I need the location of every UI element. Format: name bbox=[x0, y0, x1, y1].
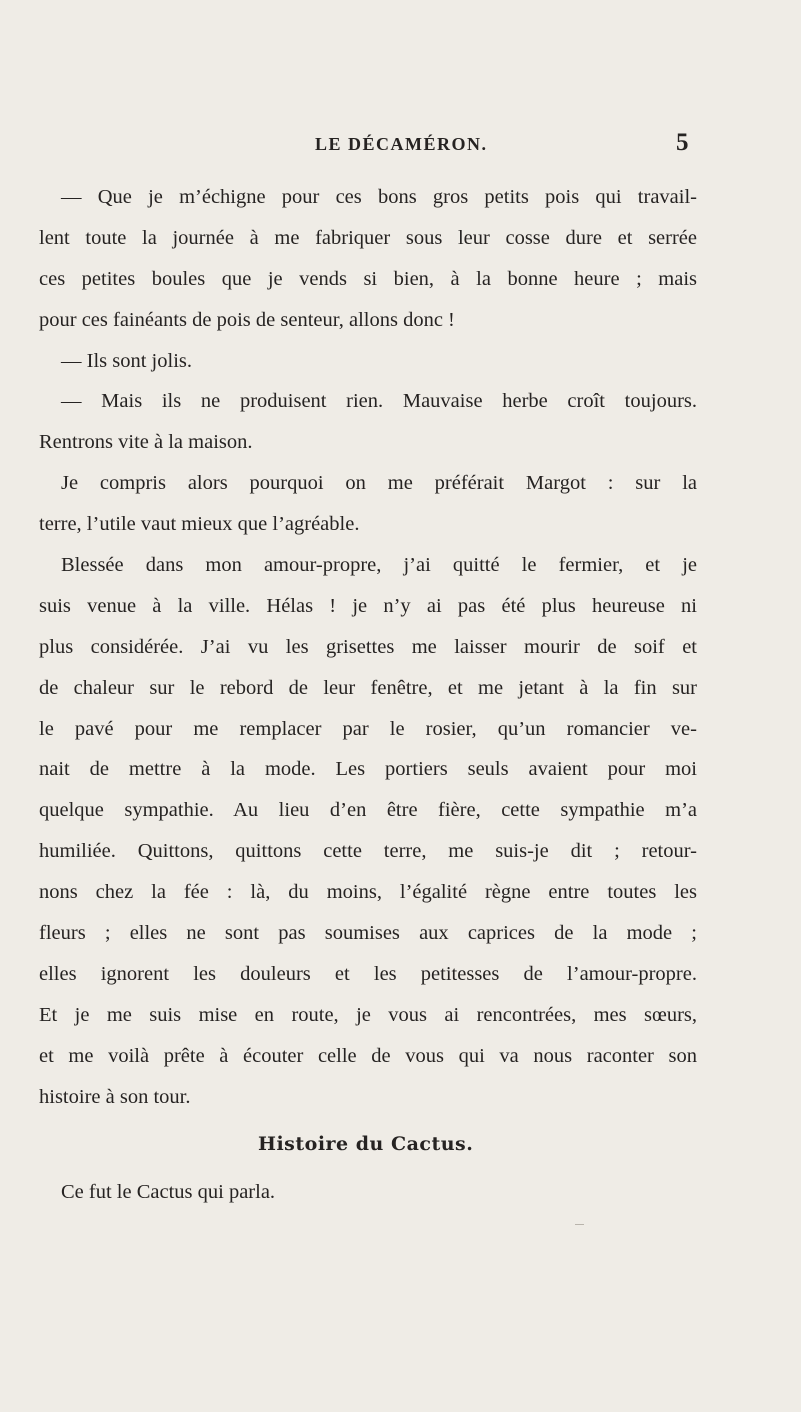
text-line: Rentrons vite à la maison. bbox=[39, 431, 253, 454]
text-line: plus considérée. J’ai vu les grisettes me laisser mourir de soif et bbox=[39, 635, 697, 658]
text-line: — Mais ils ne produisent rien. Mauvaise herbe croît toujours. bbox=[61, 390, 697, 413]
body-text bbox=[39, 177, 697, 1117]
text-line: Et je me suis mise en route, je vous ai rencontrées, mes sœurs, bbox=[39, 1003, 697, 1026]
page-number: 5 bbox=[676, 129, 689, 156]
text-line: le pavé pour me remplacer par le rosier, qu’un romancier ve- bbox=[39, 717, 697, 740]
text-line: et me voilà prête à écouter celle de vous qui va nous raconter son bbox=[39, 1044, 697, 1067]
text-line: elles ignorent les douleurs et les petitesses de l’amour-propre. bbox=[39, 962, 697, 985]
text-line: ces petites boules que je vends si bien, à la bonne heure ; mais bbox=[39, 267, 697, 290]
text-line: lent toute la journée à me fabriquer sous leur cosse dure et serrée bbox=[39, 226, 697, 249]
text-line: histoire à son tour. bbox=[39, 1085, 191, 1108]
text-line: Blessée dans mon amour-propre, j’ai quitté le fermier, et je bbox=[61, 554, 697, 577]
section-heading: Histoire du Cactus. bbox=[258, 1133, 474, 1155]
running-title: LE DÉCAMÉRON. bbox=[315, 134, 488, 154]
closing-line: Ce fut le Cactus qui parla. bbox=[61, 1181, 276, 1203]
text-line: — Ils sont jolis. bbox=[61, 349, 192, 372]
text-line: terre, l’utile vaut mieux que l’agréable. bbox=[39, 513, 360, 536]
text-line: — Que je m’échigne pour ces bons gros petits pois qui travail- bbox=[61, 186, 697, 208]
text-line: de chaleur sur le rebord de leur fenêtre, et me jetant à la fin sur bbox=[39, 676, 697, 699]
text-line: quelque sympathie. Au lieu d’en être fière, cette sympathie m’a bbox=[39, 799, 697, 822]
text-line: suis venue à la ville. Hélas ! je n’y ai pas été plus heureuse ni bbox=[39, 594, 697, 617]
text-line: humiliée. Quittons, quittons cette terre, me suis-je dit ; retour- bbox=[39, 840, 697, 863]
text-line: pour ces fainéants de pois de senteur, allons donc ! bbox=[39, 308, 455, 331]
text-line: nait de mettre à la mode. Les portiers seuls avaient pour moi bbox=[39, 758, 697, 781]
text-line: Je compris alors pourquoi on me préférait Margot : sur la bbox=[61, 472, 697, 495]
text-line: nons chez la fée : là, du moins, l’égalité règne entre toutes les bbox=[39, 881, 697, 904]
text-line: fleurs ; elles ne sont pas soumises aux caprices de la mode ; bbox=[39, 922, 697, 945]
print-mark bbox=[575, 1224, 584, 1225]
